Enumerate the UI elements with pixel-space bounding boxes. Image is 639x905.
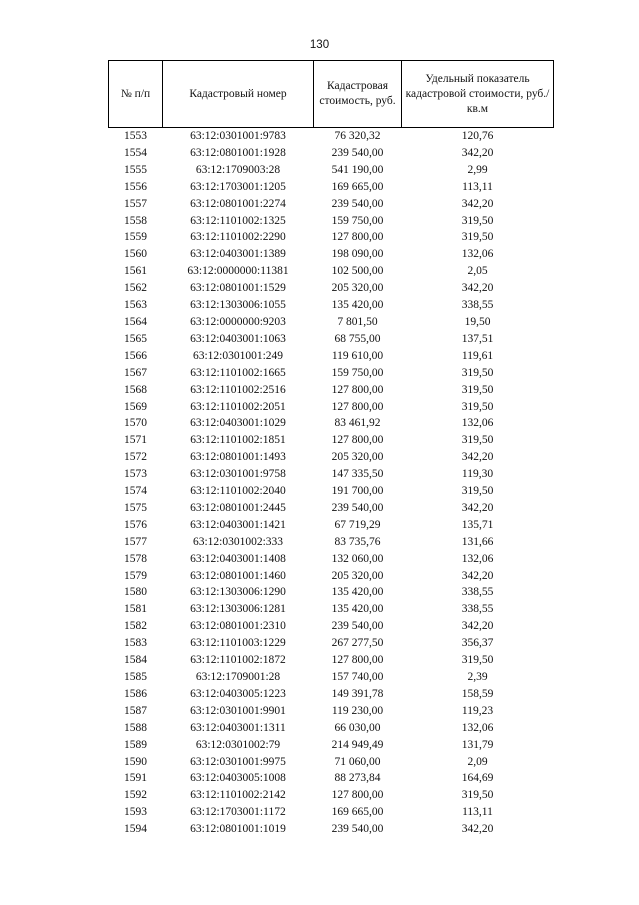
table-row bbox=[109, 703, 554, 720]
cadastral-number: 63:12:1709003:28 bbox=[195, 163, 281, 176]
cadastral-value: 127 800,00 bbox=[331, 789, 384, 802]
row-number: 1566 bbox=[124, 349, 147, 362]
specific-indicator: 342,20 bbox=[461, 569, 494, 582]
specific-indicator: 158,59 bbox=[461, 687, 494, 700]
specific-indicator: 2,05 bbox=[467, 265, 488, 278]
row-number: 1590 bbox=[124, 755, 147, 768]
specific-indicator: 2,39 bbox=[467, 671, 488, 683]
cadastral-number: 63:12:0301001:9783 bbox=[190, 130, 286, 142]
specific-indicator: 338,55 bbox=[461, 299, 494, 312]
cadastral-number: 63:12:1101002:1872 bbox=[190, 654, 286, 667]
table-row bbox=[109, 466, 554, 483]
row-number: 1576 bbox=[124, 518, 147, 531]
cadastral-number: 63:12:0403001:1421 bbox=[190, 518, 286, 531]
specific-indicator: 319,50 bbox=[461, 654, 494, 667]
cadastral-value: 239 540,00 bbox=[331, 146, 384, 159]
row-number: 1588 bbox=[124, 721, 147, 734]
row-number: 1564 bbox=[124, 315, 147, 328]
cadastral-number: 63:12:1101002:2516 bbox=[190, 383, 286, 396]
row-number: 1578 bbox=[124, 552, 147, 565]
cadastral-number: 63:12:1101002:2040 bbox=[190, 485, 286, 498]
cadastral-value: 169 665,00 bbox=[331, 180, 384, 193]
table-body bbox=[109, 128, 554, 839]
cadastral-value: 135 420,00 bbox=[331, 586, 384, 599]
cadastral-value: 119 230,00 bbox=[331, 704, 384, 717]
row-number: 1553 bbox=[124, 130, 147, 142]
page-number: 130 bbox=[309, 39, 330, 51]
cadastral-number: 63:12:0403001:1389 bbox=[190, 248, 286, 261]
row-number: 1558 bbox=[124, 214, 147, 227]
cadastral-value: 132 060,00 bbox=[331, 552, 384, 565]
specific-indicator: 319,50 bbox=[461, 434, 494, 447]
specific-indicator: 2,09 bbox=[467, 755, 488, 768]
specific-indicator: 319,50 bbox=[461, 366, 494, 379]
cadastral-value: 541 190,00 bbox=[331, 163, 384, 176]
specific-indicator: 135,71 bbox=[461, 518, 494, 531]
table-row bbox=[109, 348, 554, 365]
row-number: 1562 bbox=[124, 282, 147, 295]
table-header-row bbox=[109, 61, 554, 128]
cadastral-value: 159 750,00 bbox=[331, 214, 384, 227]
cadastral-value: 127 800,00 bbox=[331, 231, 384, 244]
table-row bbox=[109, 179, 554, 196]
row-number: 1579 bbox=[124, 569, 147, 582]
specific-indicator: 342,20 bbox=[461, 282, 494, 295]
table-row bbox=[109, 280, 554, 297]
row-number: 1589 bbox=[124, 738, 147, 751]
specific-indicator: 113,11 bbox=[462, 806, 493, 819]
table-row bbox=[109, 737, 554, 754]
row-number: 1585 bbox=[124, 671, 147, 683]
table-row bbox=[109, 534, 554, 551]
table-row bbox=[109, 601, 554, 618]
table-row bbox=[109, 584, 554, 601]
cadastral-number: 63:12:0301001:9901 bbox=[190, 704, 286, 717]
row-number: 1555 bbox=[124, 163, 147, 176]
cadastral-value: 239 540,00 bbox=[331, 197, 384, 210]
specific-indicator: 119,23 bbox=[461, 704, 494, 717]
table-row bbox=[109, 415, 554, 432]
cadastral-number: 63:12:0801001:1529 bbox=[190, 282, 286, 295]
cadastral-value: 267 277,50 bbox=[331, 637, 384, 650]
cadastral-number: 63:12:0801001:2445 bbox=[190, 501, 286, 514]
table-row bbox=[109, 500, 554, 517]
cadastral-number: 63:12:1703001:1205 bbox=[190, 180, 286, 193]
cadastral-value-table bbox=[108, 60, 554, 838]
table-row bbox=[109, 770, 554, 787]
table-row bbox=[109, 517, 554, 534]
specific-indicator: 131,79 bbox=[461, 738, 494, 751]
cadastral-number: 63:12:1101002:1325 bbox=[190, 214, 286, 227]
specific-indicator: 132,06 bbox=[461, 417, 494, 430]
table-row bbox=[109, 483, 554, 500]
specific-indicator: 319,50 bbox=[461, 400, 494, 413]
table-row bbox=[109, 365, 554, 382]
cadastral-value: 102 500,00 bbox=[331, 265, 384, 278]
table-row bbox=[109, 263, 554, 280]
specific-indicator: 319,50 bbox=[461, 231, 494, 244]
row-number: 1571 bbox=[124, 434, 147, 447]
cadastral-value: 205 320,00 bbox=[331, 451, 384, 464]
cadastral-value: 88 273,84 bbox=[334, 772, 381, 785]
header-cadastral-value: Кадастровая стоимость, руб. bbox=[314, 61, 402, 128]
table-row bbox=[109, 787, 554, 804]
row-number: 1573 bbox=[124, 468, 147, 481]
cadastral-value: 198 090,00 bbox=[331, 248, 384, 261]
table-row bbox=[109, 314, 554, 331]
specific-indicator: 19,50 bbox=[464, 315, 491, 328]
cadastral-number: 63:12:0801001:1928 bbox=[190, 146, 286, 159]
specific-indicator: 119,30 bbox=[461, 468, 494, 481]
table-row bbox=[109, 686, 554, 703]
specific-indicator: 131,66 bbox=[461, 535, 494, 548]
cadastral-number: 63:12:1101002:1851 bbox=[190, 434, 286, 447]
cadastral-number: 63:12:1101002:2290 bbox=[190, 231, 286, 244]
specific-indicator: 2,99 bbox=[467, 163, 488, 176]
specific-indicator: 319,50 bbox=[461, 214, 494, 227]
table-row bbox=[109, 652, 554, 669]
table-row bbox=[109, 297, 554, 314]
table-row bbox=[109, 669, 554, 686]
cadastral-number: 63:12:0801001:2274 bbox=[190, 197, 286, 210]
cadastral-number: 63:12:0801001:1493 bbox=[190, 451, 286, 464]
row-number: 1584 bbox=[124, 654, 147, 667]
row-number: 1574 bbox=[124, 485, 147, 498]
cadastral-number: 63:12:1101002:2051 bbox=[190, 400, 286, 413]
cadastral-value: 127 800,00 bbox=[331, 654, 384, 667]
specific-indicator: 132,06 bbox=[461, 721, 494, 734]
specific-indicator: 132,06 bbox=[461, 552, 494, 565]
row-number: 1586 bbox=[124, 687, 147, 700]
row-number: 1561 bbox=[124, 265, 147, 278]
cadastral-number: 63:12:0000000:9203 bbox=[190, 315, 286, 328]
cadastral-value: 127 800,00 bbox=[331, 383, 384, 396]
specific-indicator: 342,20 bbox=[461, 451, 494, 464]
specific-indicator: 338,55 bbox=[461, 586, 494, 599]
cadastral-value: 83 735,76 bbox=[334, 535, 381, 548]
specific-indicator: 137,51 bbox=[461, 332, 494, 345]
cadastral-value: 119 610,00 bbox=[331, 349, 384, 362]
table-row bbox=[109, 162, 554, 179]
row-number: 1568 bbox=[124, 383, 147, 396]
header-specific-indicator: Удельный показатель кадастровой стоимости, руб./кв.м bbox=[402, 61, 554, 128]
cadastral-value: 205 320,00 bbox=[331, 282, 384, 295]
cadastral-value: 239 540,00 bbox=[331, 501, 384, 514]
cadastral-number: 63:12:0801001:1019 bbox=[190, 823, 286, 836]
specific-indicator: 319,50 bbox=[461, 789, 494, 802]
cadastral-value: 127 800,00 bbox=[331, 400, 384, 413]
cadastral-number: 63:12:1101003:1229 bbox=[190, 637, 286, 650]
row-number: 1565 bbox=[124, 332, 147, 345]
specific-indicator: 113,11 bbox=[462, 180, 493, 193]
cadastral-value: 159 750,00 bbox=[331, 366, 384, 379]
cadastral-number: 63:12:0000000:11381 bbox=[187, 265, 289, 278]
specific-indicator: 338,55 bbox=[461, 603, 494, 616]
cadastral-value: 205 320,00 bbox=[331, 569, 384, 582]
cadastral-value: 191 700,00 bbox=[331, 485, 384, 498]
row-number: 1557 bbox=[124, 197, 147, 210]
table-row bbox=[109, 246, 554, 263]
table-row bbox=[109, 196, 554, 213]
cadastral-value: 239 540,00 bbox=[331, 823, 384, 836]
row-number: 1583 bbox=[124, 637, 147, 650]
cadastral-value: 239 540,00 bbox=[331, 620, 384, 633]
row-number: 1569 bbox=[124, 400, 147, 413]
cadastral-value: 7 801,50 bbox=[337, 315, 378, 328]
cadastral-value: 149 391,78 bbox=[331, 687, 384, 700]
cadastral-number: 63:12:0403001:1408 bbox=[190, 552, 286, 565]
cadastral-value: 169 665,00 bbox=[331, 806, 384, 819]
table-row bbox=[109, 821, 554, 838]
row-number: 1559 bbox=[124, 231, 147, 244]
specific-indicator: 164,69 bbox=[461, 772, 494, 785]
cadastral-number: 63:12:0403005:1223 bbox=[190, 687, 286, 700]
cadastral-number: 63:12:0301001:9975 bbox=[190, 755, 286, 768]
cadastral-number: 63:12:0403005:1008 bbox=[190, 772, 286, 785]
cadastral-value: 214 949,49 bbox=[331, 738, 384, 751]
table-row bbox=[109, 804, 554, 821]
row-number: 1594 bbox=[124, 823, 147, 836]
cadastral-value: 157 740,00 bbox=[331, 671, 384, 683]
specific-indicator: 119,61 bbox=[461, 349, 494, 362]
specific-indicator: 356,37 bbox=[461, 637, 494, 650]
row-number: 1570 bbox=[124, 417, 147, 430]
cadastral-number: 63:12:0403001:1311 bbox=[190, 721, 286, 734]
cadastral-value: 68 755,00 bbox=[334, 332, 381, 345]
cadastral-number: 63:12:0301001:249 bbox=[192, 349, 284, 362]
table-row bbox=[109, 449, 554, 466]
specific-indicator: 120,76 bbox=[461, 130, 494, 142]
specific-indicator: 342,20 bbox=[461, 620, 494, 633]
specific-indicator: 342,20 bbox=[461, 197, 494, 210]
specific-indicator: 319,50 bbox=[461, 485, 494, 498]
cadastral-number: 63:12:0301001:9758 bbox=[190, 468, 286, 481]
table-row bbox=[109, 720, 554, 737]
cadastral-value: 127 800,00 bbox=[331, 434, 384, 447]
row-number: 1572 bbox=[124, 451, 147, 464]
cadastral-value: 76 320,32 bbox=[334, 130, 381, 142]
cadastral-value: 66 030,00 bbox=[334, 721, 381, 734]
table-row bbox=[109, 432, 554, 449]
table-row bbox=[109, 568, 554, 585]
table-row bbox=[109, 145, 554, 162]
cadastral-number: 63:12:0301002:79 bbox=[195, 738, 281, 751]
table-row bbox=[109, 551, 554, 568]
cadastral-number: 63:12:0403001:1063 bbox=[190, 332, 286, 345]
table-row bbox=[109, 128, 554, 145]
cadastral-number: 63:12:1303006:1055 bbox=[190, 299, 286, 312]
cadastral-number: 63:12:1101002:2142 bbox=[190, 789, 286, 802]
row-number: 1556 bbox=[124, 180, 147, 193]
table-row bbox=[109, 399, 554, 416]
specific-indicator: 319,50 bbox=[461, 383, 494, 396]
cadastral-value: 147 335,50 bbox=[331, 468, 384, 481]
row-number: 1593 bbox=[124, 806, 147, 819]
specific-indicator: 342,20 bbox=[461, 823, 494, 836]
cadastral-number: 63:12:0301002:333 bbox=[192, 535, 284, 548]
specific-indicator: 342,20 bbox=[461, 501, 494, 514]
row-number: 1591 bbox=[124, 772, 147, 785]
row-number: 1582 bbox=[124, 620, 147, 633]
cadastral-value: 67 719,29 bbox=[334, 518, 381, 531]
cadastral-number: 63:12:0801001:2310 bbox=[190, 620, 286, 633]
row-number: 1554 bbox=[124, 146, 147, 159]
cadastral-number: 63:12:1703001:1172 bbox=[190, 806, 286, 819]
table-row bbox=[109, 618, 554, 635]
cadastral-number: 63:12:1303006:1290 bbox=[190, 586, 286, 599]
table-row bbox=[109, 635, 554, 652]
row-number: 1563 bbox=[124, 299, 147, 312]
row-number: 1567 bbox=[124, 366, 147, 379]
table-row bbox=[109, 382, 554, 399]
row-number: 1580 bbox=[124, 586, 147, 599]
table-row bbox=[109, 213, 554, 230]
cadastral-number: 63:12:1709001:28 bbox=[195, 671, 281, 683]
row-number: 1581 bbox=[124, 603, 147, 616]
row-number: 1575 bbox=[124, 501, 147, 514]
cadastral-value: 83 461,92 bbox=[334, 417, 381, 430]
table-row bbox=[109, 754, 554, 771]
table-row bbox=[109, 331, 554, 348]
cadastral-number: 63:12:0801001:1460 bbox=[190, 569, 286, 582]
header-num: № п/п bbox=[109, 61, 163, 128]
specific-indicator: 342,20 bbox=[461, 146, 494, 159]
header-cadastral-number: Кадастровый номер bbox=[163, 61, 314, 128]
table-row bbox=[109, 229, 554, 246]
row-number: 1587 bbox=[124, 704, 147, 717]
row-number: 1592 bbox=[124, 789, 147, 802]
cadastral-number: 63:12:1303006:1281 bbox=[190, 603, 286, 616]
row-number: 1577 bbox=[124, 535, 147, 548]
cadastral-number: 63:12:0403001:1029 bbox=[190, 417, 286, 430]
cadastral-value: 135 420,00 bbox=[331, 299, 384, 312]
cadastral-number: 63:12:1101002:1665 bbox=[190, 366, 286, 379]
row-number: 1560 bbox=[124, 248, 147, 261]
cadastral-value: 71 060,00 bbox=[334, 755, 381, 768]
specific-indicator: 132,06 bbox=[461, 248, 494, 261]
cadastral-value: 135 420,00 bbox=[331, 603, 384, 616]
